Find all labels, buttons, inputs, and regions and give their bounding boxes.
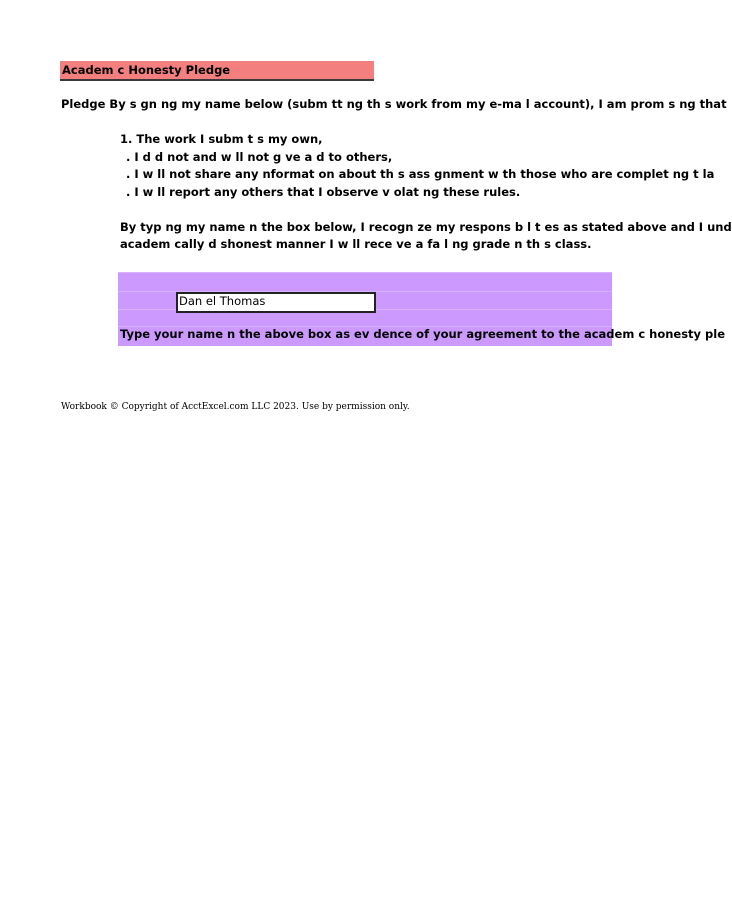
pledge-item-1: 1. The work I subm t s my own, <box>120 132 323 146</box>
signature-caption: Type your name n the above box as ev dence of your agreement to the academ c honesty ple <box>120 327 726 341</box>
page-title: Academ c Honesty Pledge <box>62 63 231 77</box>
signature-panel <box>118 272 726 346</box>
acknowledgement-line-1: By typ ng my name n the box below, I recogn ze my respons b l t es as stated above and I und <box>120 220 732 234</box>
acknowledgement-line-2: academ cally d shonest manner I w ll rece ve a fa l ng grade n th s class. <box>120 237 592 251</box>
pledge-item-2: . I d d not and w ll not g ve a d to others, <box>126 150 393 164</box>
name-input-value: Dan el Thomas <box>179 294 266 308</box>
title-bar <box>60 61 374 81</box>
name-input[interactable] <box>176 292 376 313</box>
copyright-footer: Workbook © Copyright of AcctExcel.com LLC 2023. Use by permission only. <box>61 402 410 412</box>
pledge-item-4: . I w ll report any others that I observe v olat ng these rules. <box>126 185 521 199</box>
pledge-intro: Pledge By s gn ng my name below (subm tt ng th s work from my e-ma l account), I am prom s ng that <box>61 97 727 111</box>
pledge-item-3: . I w ll not share any nformat on about th s ass gnment w th those who are complet ng t la <box>126 167 715 181</box>
